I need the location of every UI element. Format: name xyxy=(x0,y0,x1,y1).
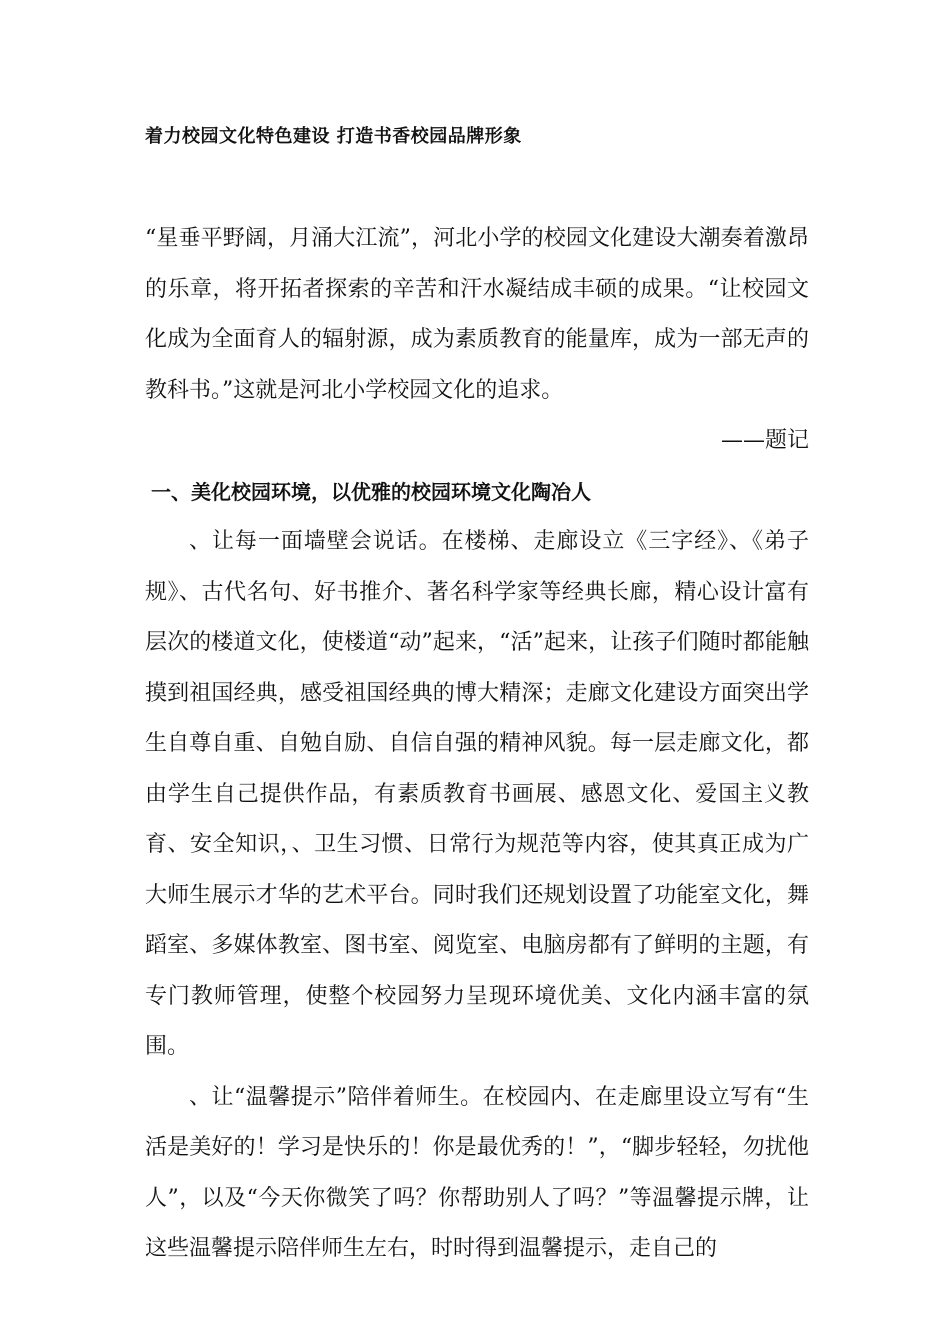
document-title: 着力校园文化特色建设 打造书香校园品牌形象 xyxy=(145,126,522,147)
document-body xyxy=(145,214,809,1275)
section-heading: 一、美化校园环境，以优雅的校园环境文化陶冶人 xyxy=(151,479,591,504)
body-paragraph-walls: 、让每一面墙壁会说话。在楼梯、走廊设立《三字经》、《弟子规》、古代名句、好书推介、著名科学家等经典长廊，精心设计富有层次的楼道文化，使楼道“动”起来，“活”起来，让孩子们随时都能触摸到祖国经典，感受祖国经典的博大精深；走廊文化建设方面突出学生自尊自重、自勉自励、自信自强的精神风貌。每一层走廊文化，都由学生自己提供作品，有素质教育书画展、感恩文化、爱国主义教育、安全知识，、卫生习惯、日常行为规范等内容，使其真正成为广大师生展示才华的艺术平台。同时我们还规划设置了功能室文化，舞蹈室、多媒体教室、图书室、阅览室、电脑房都有了鲜明的主题，有专门教师管理，使整个校园努力呈现环境优美、文化内涵丰富的氛围。 xyxy=(145,529,809,1059)
epigraph-paragraph: “星垂平野阔，月涌大江流”，河北小学的校园文化建设大潮奏着激昂的乐章，将开拓者探索的辛苦和汗水凝结成丰硕的成果。“让校园文化成为全面育人的辐射源，成为素质教育的能量库，成为一部无声的教科书。”这就是河北小学校园文化的追求。 xyxy=(145,226,809,403)
body-paragraph-reminders: 、让“温馨提示”陪伴着师生。在校园内、在走廊里设立写有“生活是美好的！学习是快乐的！你是最优秀的！”，“脚步轻轻，勿扰他人”，以及“今天你微笑了吗？你帮助别人了吗？”等温馨提示牌，让这些温馨提示陪伴师生左右，时时得到温馨提示，走自己的 xyxy=(145,1084,809,1261)
inscription-label: ——题记 xyxy=(720,428,809,453)
